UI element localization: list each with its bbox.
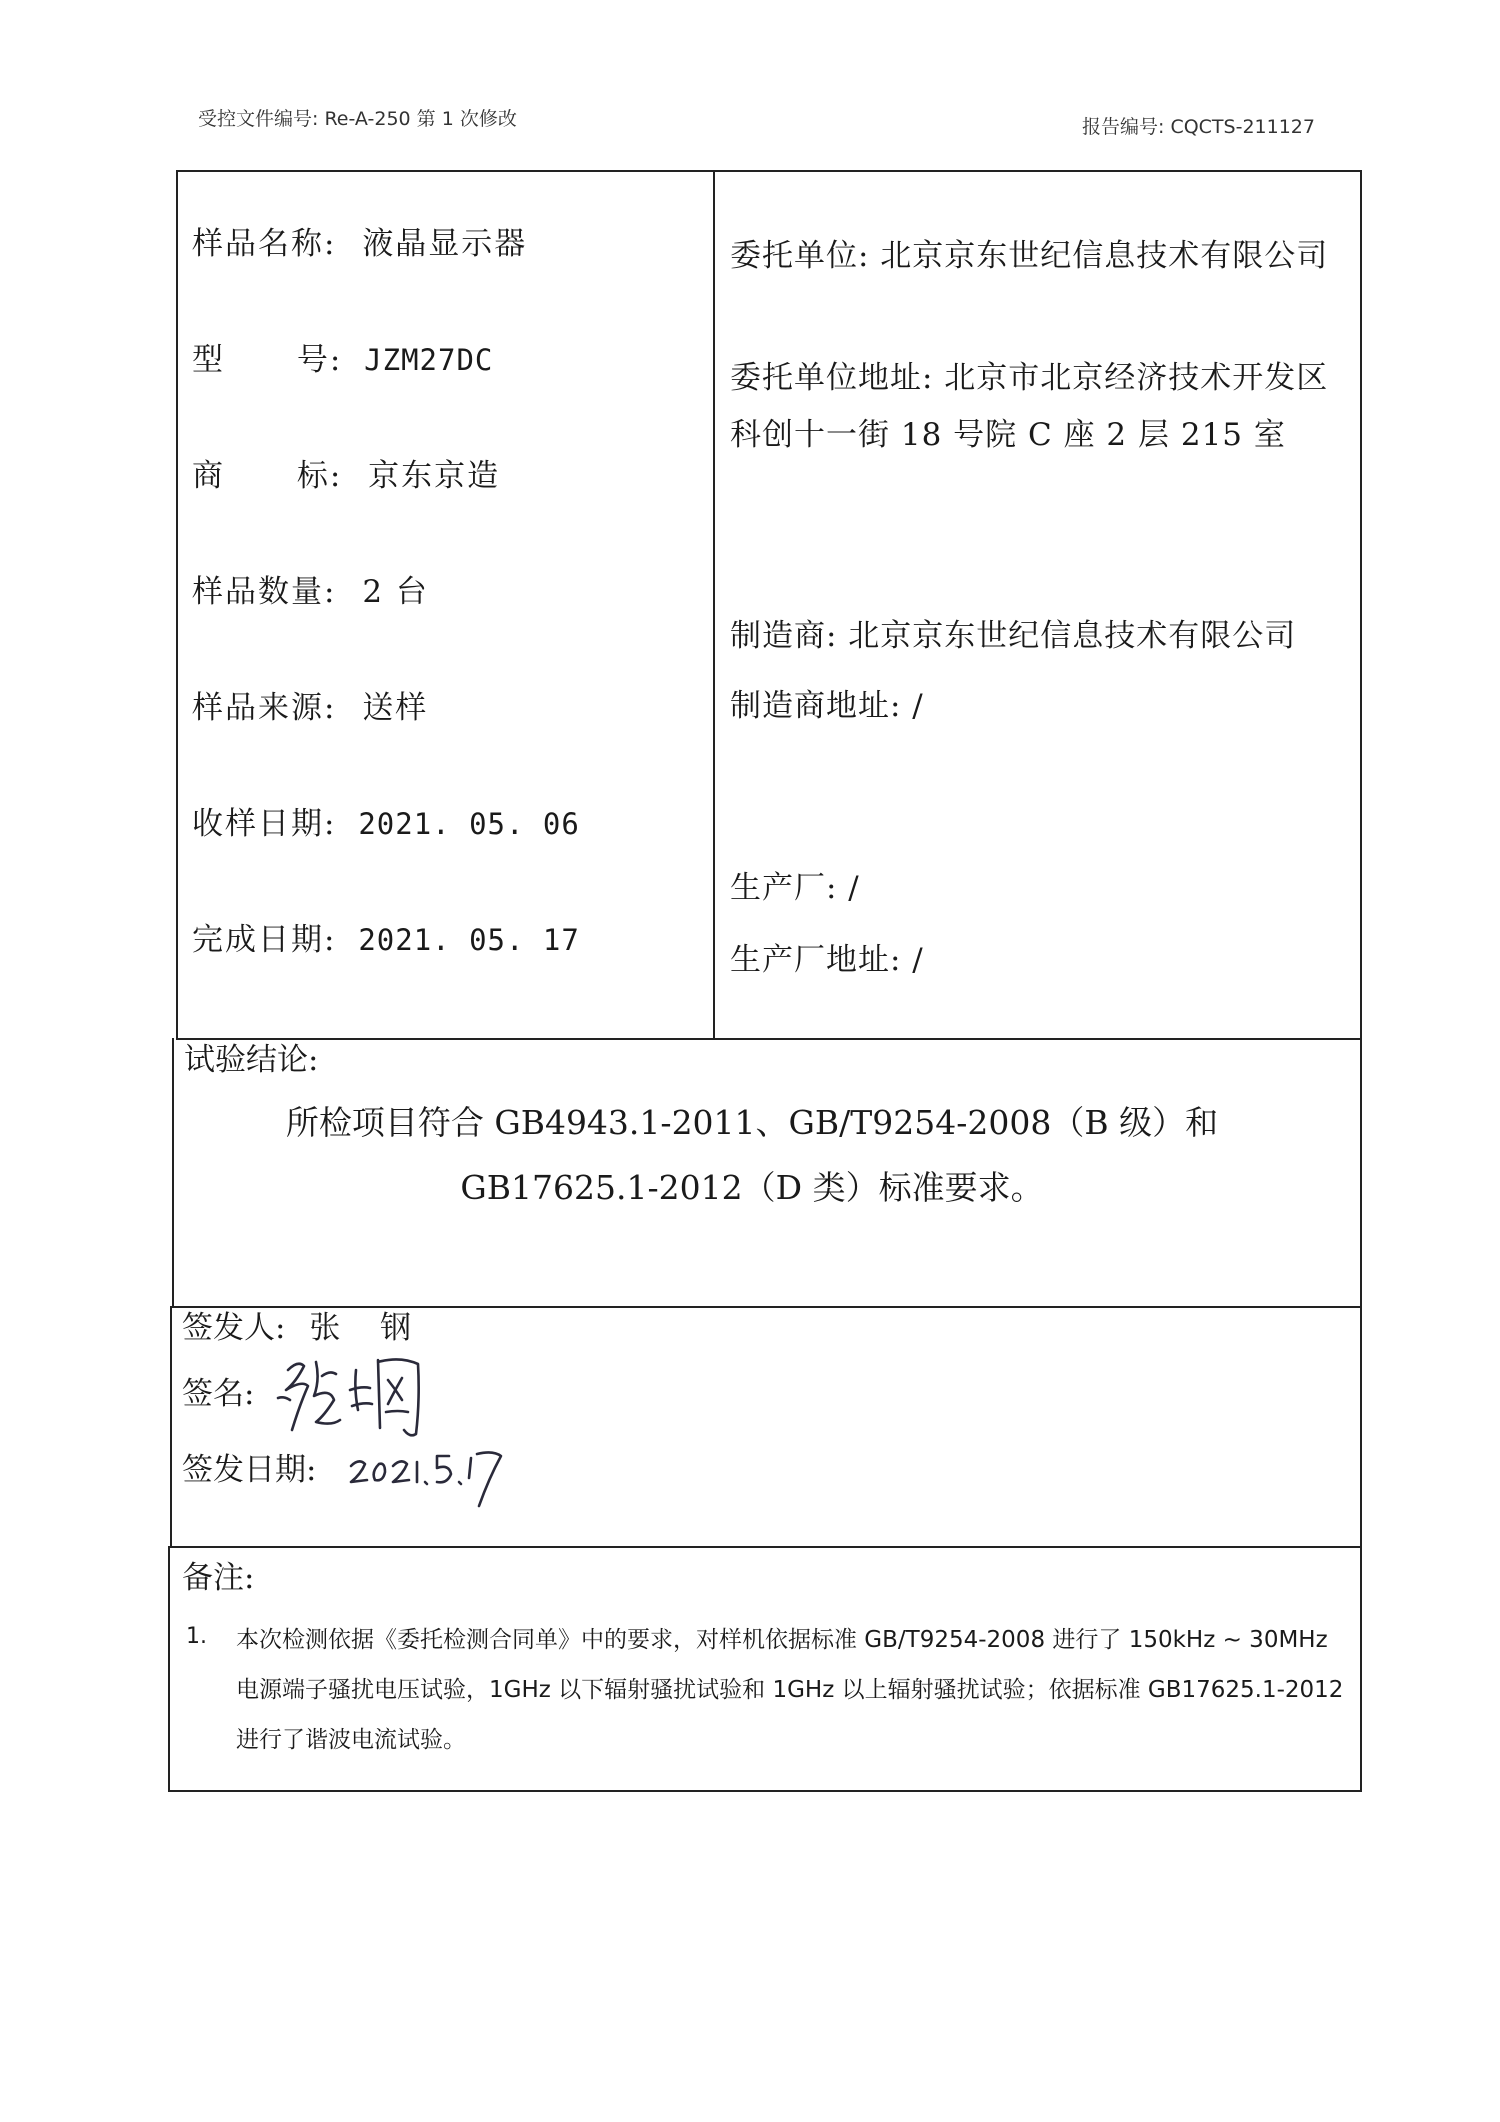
model-value: JZM27DC bbox=[364, 343, 494, 377]
handwritten-date bbox=[345, 1442, 515, 1512]
conclusion-title: 试验结论: bbox=[184, 1042, 319, 1078]
manufacturer-address: 制造商地址: / bbox=[730, 688, 924, 724]
sample-name-row bbox=[192, 218, 527, 263]
issuer-value: 张 钢 bbox=[309, 1310, 412, 1346]
client-address: 委托单位地址: 北京市北京经济技术开发区科创十一街 18 号院 C 座 2 层 215 室 bbox=[730, 360, 1329, 453]
client-unit: 委托单位: 北京京东世纪信息技术有限公司 bbox=[730, 238, 1329, 274]
conclusion-text bbox=[172, 1090, 1332, 1220]
sign-date-label: 签发日期: bbox=[182, 1452, 317, 1488]
sign-date-row bbox=[182, 1444, 316, 1489]
complete-date-value: 2021. 05. 17 bbox=[358, 923, 580, 957]
brand-label: 商 标: bbox=[192, 458, 343, 494]
model-label: 型 号: bbox=[192, 342, 343, 378]
receive-date-label: 收样日期: bbox=[192, 806, 337, 842]
sign-row bbox=[182, 1368, 254, 1413]
receive-date-value: 2021. 05. 06 bbox=[358, 807, 580, 841]
manufacturer: 制造商: 北京京东世纪信息技术有限公司 bbox=[730, 618, 1297, 654]
note-text: 本次检测依据《委托检测合同单》中的要求，对样机依据标准 GB/T9254-2008 进行了 150kHz ~ 30MHz 电源端子骚扰电压试验，1GHz 以下辐射骚扰试验和 1GHz 以上辐射骚扰试验；依据标准 GB17625.1-2012 进行了谐波电流试验。 bbox=[236, 1627, 1344, 1753]
handwritten-signature bbox=[270, 1340, 470, 1450]
factory: 生产厂: / bbox=[730, 870, 860, 906]
control-document-number: 受控文件编号: Re-A-250 第 1 次修改 bbox=[198, 108, 517, 130]
issuer-label: 签发人: bbox=[182, 1310, 286, 1346]
receive-date-row bbox=[192, 798, 580, 843]
note-number: 1. bbox=[186, 1624, 207, 1649]
source-label: 样品来源: bbox=[192, 690, 337, 726]
brand-value: 京东京造 bbox=[368, 458, 501, 494]
conclusion-line-2: GB17625.1-2012（D 类）标准要求。 bbox=[460, 1168, 1044, 1207]
quantity-row bbox=[192, 566, 429, 611]
model-row bbox=[192, 334, 493, 379]
quantity-label: 样品数量: bbox=[192, 574, 337, 610]
notes-title: 备注: bbox=[182, 1560, 255, 1596]
complete-date-label: 完成日期: bbox=[192, 922, 337, 958]
source-value: 送样 bbox=[362, 690, 429, 726]
factory-address: 生产厂地址: / bbox=[730, 942, 924, 978]
column-divider bbox=[713, 170, 715, 1038]
quantity-value: 2 台 bbox=[362, 574, 429, 610]
sign-label: 签名: bbox=[182, 1376, 255, 1412]
sample-name-value: 液晶显示器 bbox=[362, 226, 528, 262]
complete-date-row bbox=[192, 914, 580, 959]
report-number: 报告编号: CQCTS-211127 bbox=[1082, 116, 1315, 138]
sample-name-label: 样品名称: bbox=[192, 226, 337, 262]
source-row bbox=[192, 682, 428, 727]
brand-row bbox=[192, 450, 500, 495]
conclusion-line-1: 所检项目符合 GB4943.1-2011、GB/T9254-2008（B 级）和 bbox=[285, 1103, 1219, 1142]
